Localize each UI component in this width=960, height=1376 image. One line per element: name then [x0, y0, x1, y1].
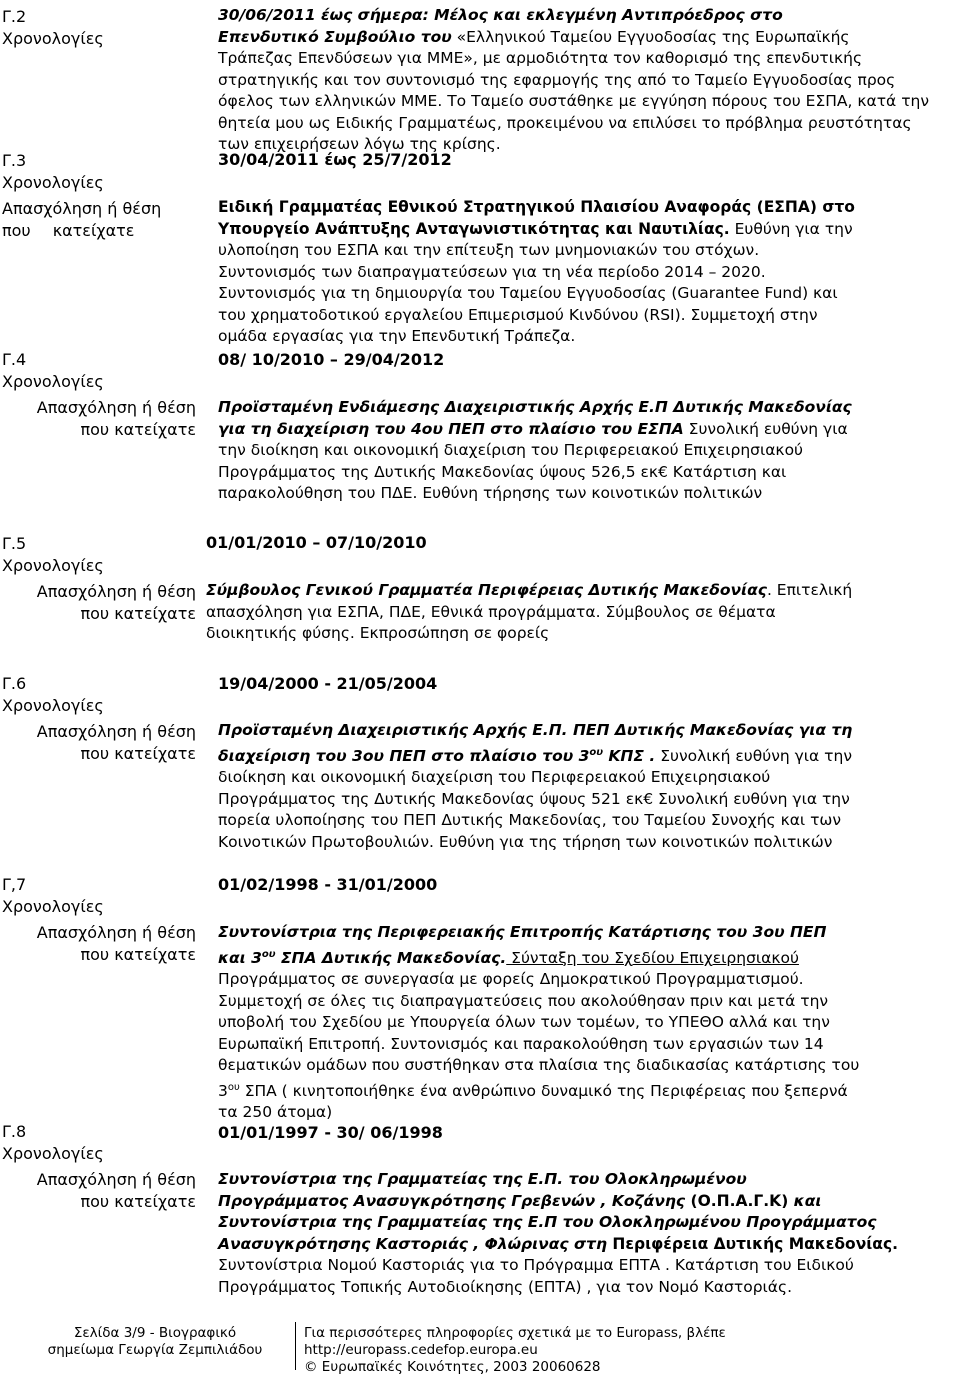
page-footer-left [20, 1325, 290, 1359]
entry-line: Σύμβουλος Γενικού Γραμματέα Περιφέρειας Δυτικής Μακεδονίας. Επιτελική [206, 581, 853, 599]
entry-line: Ανασυγκρότησης Καστοριάς , Φλώρινας στη Περιφέρεια Δυτικής Μακεδονίας. [218, 1234, 899, 1253]
section-code: Γ.6 [2, 674, 27, 693]
entry-g5 [206, 580, 958, 645]
section-label-g6 [2, 673, 196, 765]
entry-line: υλοποίηση του ΕΣΠΑ και την επίτευξη των μνημονιακών του στόχων. [218, 241, 760, 259]
entry-g7 [218, 922, 958, 1124]
section-label-g5 [2, 533, 196, 625]
entry-line: Κοινοτικών Πρωτοβουλιών. Ευθύνη για της τήρηση των κοινοτικών πολιτικών [218, 832, 833, 851]
entry-line: υποβολή του Σχεδίου με Υπουργεία όλων των τομέων, το ΥΠΕΘΟ αλλά και την [218, 1013, 830, 1032]
section-code: Γ.8 [2, 1122, 27, 1141]
entry-date-g8: 01/01/1997 - 30/ 06/1998 [218, 1123, 443, 1142]
entry-heading: Συντονίστρια της Περιφερειακής Επιτροπής Κατάρτισης του 3ου ΠΕΠ [218, 923, 827, 941]
footer-divider [295, 1322, 296, 1370]
section-employment-label: Απασχόληση ή θέση [36, 1170, 196, 1189]
entry-line: Υπουργείο Ανάπτυξης Ανταγωνιστικότητας και Ναυτιλίας. Ευθύνη για την [218, 219, 853, 238]
entry-line: ομάδα εργασίας για την Επενδυτική Τράπεζα. [218, 327, 576, 345]
entry-heading: Ειδική Γραμματέας Εθνικού Στρατηγικού Πλαισίου Αναφοράς (ΕΣΠΑ) στο [218, 198, 855, 216]
section-label-g4 [2, 349, 196, 441]
section-employment-label-2: που κατείχατε [80, 604, 196, 623]
section-code: Γ.3 [2, 151, 27, 170]
section-employment-label: Απασχόληση ή θέση [2, 199, 162, 218]
entry-line: απασχόληση για ΕΣΠΑ, ΠΔΕ, Εθνικά προγράμματα. Σύμβουλος σε θέματα [206, 602, 776, 621]
entry-line: Επενδυτικό Συμβούλιο του «Ελληνικού Ταμείου Εγγυοδοσίας της Ευρωπαϊκής [218, 27, 850, 46]
entry-line: θητεία μου ως Ειδικής Γραμματέως, προκειμένου να επιλύσει το πρόβλημα ρευστότητας [218, 113, 912, 132]
entry-g3 [218, 197, 958, 348]
section-chronology-label: Χρονολογίες [2, 1144, 104, 1163]
footer-link[interactable]: http://europass.cedefop.europa.eu [304, 1342, 538, 1358]
entry-line: όφελος των ελληνικών ΜΜΕ. Το Ταμείο συστάθηκε με εγγύηση πόρους του ΕΣΠΑ, κατά την [218, 92, 930, 110]
section-chronology-label: Χρονολογίες [2, 696, 104, 715]
section-label-g8 [2, 1121, 196, 1213]
entry-line: Προγράμματος σε συνεργασία με φορείς Δημοκρατικού Προγραμματισμού. [218, 970, 804, 989]
entry-line: Προγράμματος της Δυτικής Μακεδονίας ύψους 521 εκ€ Συνολική ευθύνη για την [218, 789, 850, 808]
section-code: Γ.2 [2, 7, 27, 26]
section-employment-label: Απασχόληση ή θέση [36, 722, 196, 741]
section-employment-label-2: που κατείχατε [2, 221, 135, 240]
section-chronology-label: Χρονολογίες [2, 556, 104, 575]
entry-heading: Προϊσταμένη Ενδιάμεσης Διαχειριστικής Αρχής Ε.Π Δυτικής Μακεδονίας [218, 398, 852, 416]
section-employment-label: Απασχόληση ή θέση [36, 398, 196, 417]
footer-author: σημείωμα Γεωργία Ζεμπιλιάδου [47, 1342, 263, 1358]
entry-line: $3^{o\upsilon}$ ΣΠΑ ( κινητοποιήθηκε ένα ανθρώπινο δυναμικό της Περιφέρειας που ξεπερνά [218, 1081, 848, 1100]
entry-line: διοικητικής φύσης. Εκπροσώπηση σε φορείς [206, 624, 550, 642]
entry-g8 [218, 1169, 958, 1298]
entry-line: στρατηγικής και τον συντονισμό της εφαρμογής της από το Ταμείο Εγγυοδοσίας προς [218, 70, 896, 89]
section-chronology-label: Χρονολογίες [2, 29, 104, 48]
section-code: Γ,7 [2, 875, 27, 894]
entry-line: Προγράμματος της Δυτικής Μακεδονίας ύψους 526,5 εκ€ Κατάρτιση και [218, 462, 787, 481]
entry-line: τα 250 άτομα) [218, 1103, 333, 1122]
section-chronology-label: Χρονολογίες [2, 897, 104, 916]
page-footer-right [304, 1325, 954, 1376]
entry-line: του χρηματοδοτικού εργαλείου Επιμερισμού Κινδύνου (RSI). Συμμετοχή στην [218, 305, 818, 324]
entry-g2 [218, 5, 958, 156]
entry-line: Συμμετοχή σε όλες τις διαπραγματεύσεις που ακολούθησαν πριν και μετά την [218, 991, 829, 1010]
entry-date-g6: 19/04/2000 - 21/05/2004 [218, 674, 438, 693]
entry-line: Ευρωπαϊκή Επιτροπή. Συντονισμός και παρακολούθηση των εργασιών των 14 [218, 1034, 824, 1053]
entry-line: και $3^{o\upsilon}$ ΣΠΑ Δυτικής Μακεδονίας. Σύνταξη του Σχεδίου Επιχειρησιακού [218, 948, 799, 967]
entry-heading: Συντονίστρια της Γραμματείας της Ε.Π. του Ολοκληρωμένου [218, 1170, 747, 1188]
entry-heading: Προϊσταμένη Διαχειριστικής Αρχής Ε.Π. ΠΕΠ Δυτικής Μακεδονίας για τη [218, 721, 853, 739]
entry-line: Τράπεζας Επενδύσεων για ΜΜΕ», με αρμοδιότητα τον καθορισμό της επενδυτικής [218, 49, 863, 67]
entry-line: των επιχειρήσεων λόγω της κρίσης. [218, 135, 501, 153]
entry-line: πορεία υλοποίησης του ΠΕΠ Δυτικής Μακεδονίας, του Ταμείου Συνοχής και των [218, 811, 842, 830]
section-employment-label-2: που κατείχατε [80, 420, 196, 439]
entry-line: την διοίκηση και οικονομική διαχείριση του Περιφερειακού Επιχειρησιακού [218, 441, 804, 459]
entry-line: παρακολούθηση του ΠΔΕ. Ευθύνη τήρησης των κοινοτικών πολιτικών [218, 484, 763, 502]
entry-line: Προγράμματος Τοπικής Αυτοδιοίκησης (ΕΠΤΑ) , για τον Νομό Καστοριάς. [218, 1277, 793, 1296]
section-code: Γ.4 [2, 350, 27, 369]
entry-line: Συντονίστρια της Γραμματείας της Ε.Π του Ολοκληρωμένου Προγράμματος [218, 1213, 877, 1231]
entry-line: θεματικών ομάδων που συστήθηκαν στα πλαίσια της διαδικασίας κατάρτισης του [218, 1056, 860, 1075]
section-employment-label-2: που κατείχατε [80, 1192, 196, 1211]
section-label-g3 [2, 150, 161, 242]
entry-g6 [218, 720, 958, 853]
entry-line: Συντονισμός των διαπραγματεύσεων για τη νέα περίοδο 2014 – 2020. [218, 262, 766, 281]
section-employment-label: Απασχόληση ή θέση [36, 582, 196, 601]
entry-date-g7: 01/02/1998 - 31/01/2000 [218, 875, 438, 894]
footer-copyright: © Ευρωπαϊκές Κοινότητες, 2003 20060628 [304, 1359, 601, 1375]
section-employment-label: Απασχόληση ή θέση [36, 923, 196, 942]
entry-heading: 30/06/2011 έως σήμερα: Μέλος και εκλεγμένη Αντιπρόεδρος στο [218, 6, 783, 24]
page-number: Σελίδα 3/9 - Βιογραφικό [73, 1325, 237, 1341]
section-label-g7 [2, 874, 196, 966]
entry-date-g3: 30/04/2011 έως 25/7/2012 [218, 150, 452, 169]
section-chronology-label: Χρονολογίες [2, 173, 104, 192]
entry-date-g5: 01/01/2010 – 07/10/2010 [206, 533, 427, 552]
section-employment-label-2: που κατείχατε [80, 945, 196, 964]
section-chronology-label: Χρονολογίες [2, 372, 104, 391]
entry-g4 [218, 397, 958, 505]
entry-line: Προγράμματος Ανασυγκρότησης Γρεβενών , Κοζάνης (Ο.Π.Α.Γ.Κ) και [218, 1191, 822, 1210]
entry-date-g4: 08/ 10/2010 – 29/04/2012 [218, 350, 445, 369]
entry-line: διοίκηση και οικονομική διαχείριση του Περιφερειακού Επιχειρησιακού [218, 768, 771, 787]
footer-info: Για περισσότερες πληροφορίες σχετικά με το Europass, βλέπε [304, 1325, 726, 1341]
entry-line: για τη διαχείριση του 4ου ΠΕΠ στο πλαίσιο του ΕΣΠΑ Συνολική ευθύνη για [218, 419, 848, 438]
section-code: Γ.5 [2, 534, 27, 553]
entry-line: Συντονίστρια Νομού Καστοριάς για το Πρόγραμμα ΕΠΤΑ . Κατάρτιση του Ειδικού [218, 1256, 854, 1274]
entry-line: Συντονισμός για τη δημιουργία του Ταμείου Εγγυοδοσίας (Guarantee Fund) και [218, 284, 838, 302]
section-label-g2 [2, 6, 104, 50]
section-employment-label-2: που κατείχατε [80, 744, 196, 763]
entry-line: διαχείριση του 3ου ΠΕΠ στο πλαίσιο του $3^{o\upsilon}$ ΚΠΣ . Συνολική ευθύνη για την [218, 746, 852, 765]
